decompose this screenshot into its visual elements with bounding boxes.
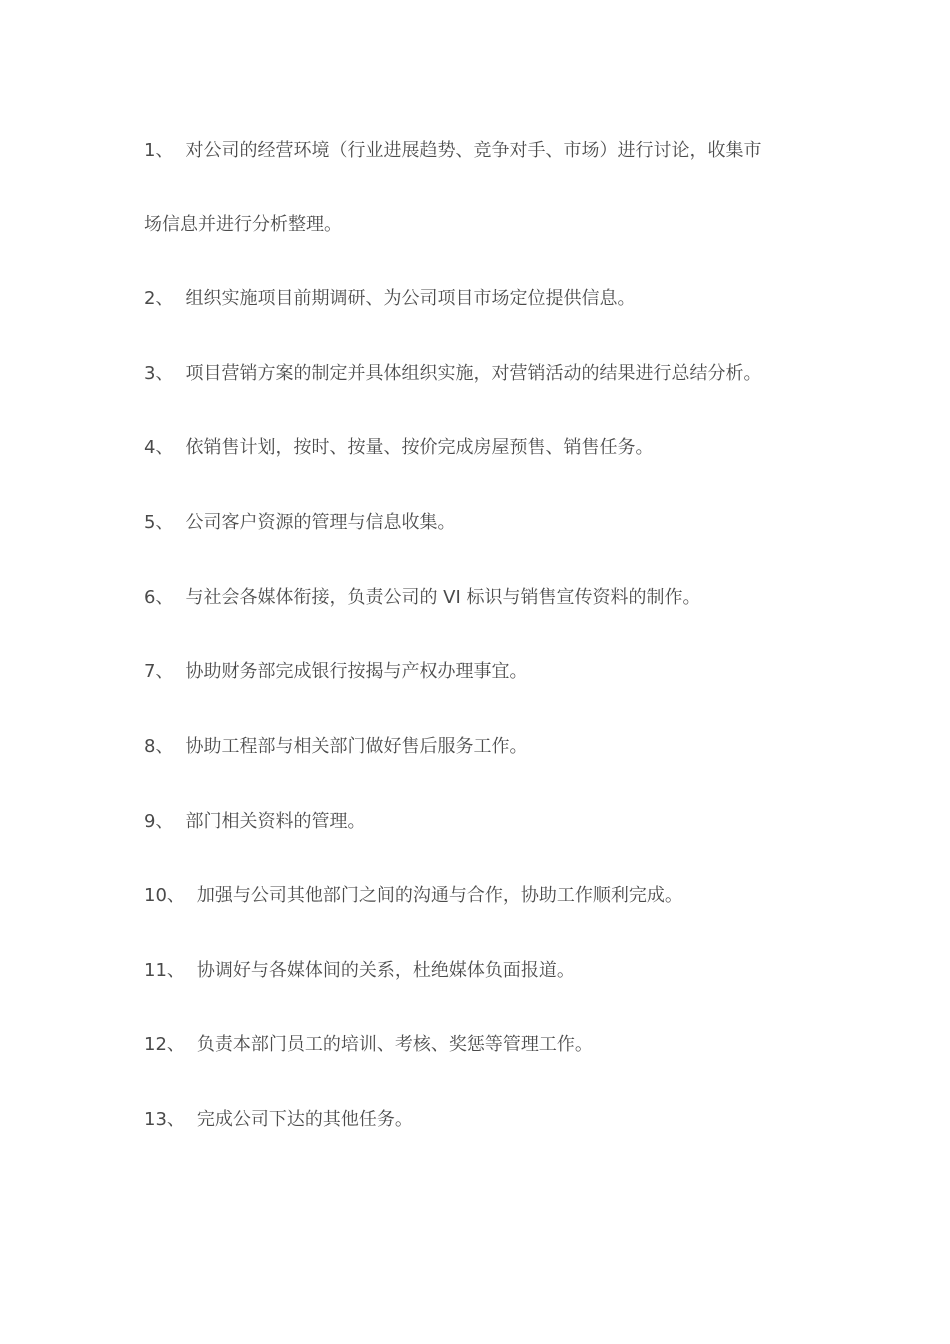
- list-item-1: [144, 139, 761, 163]
- list-item-3: [144, 362, 761, 386]
- item-separator: 、: [155, 587, 174, 608]
- list-item-9: [144, 810, 365, 834]
- item-separator: 、: [155, 661, 174, 682]
- list-item-8: [144, 735, 527, 759]
- item-separator: 、: [155, 437, 174, 458]
- item-text: 完成公司下达的其他任务。: [196, 1109, 413, 1130]
- item-text: 组织实施项目前期调研、为公司项目市场定位提供信息。: [185, 288, 636, 309]
- item-number: 6: [144, 587, 156, 608]
- list-item-12: [144, 1033, 593, 1057]
- item-separator: 、: [155, 736, 174, 757]
- item-separator: 、: [166, 1034, 185, 1055]
- item-text: 公司客户资源的管理与信息收集。: [185, 512, 456, 533]
- list-item-10: [144, 884, 683, 908]
- item-number: 3: [144, 363, 156, 384]
- item-text: 与社会各媒体衔接，负责公司的 VI 标识与销售宣传资料的制作。: [185, 587, 701, 608]
- item-text: 加强与公司其他部门之间的沟通与合作，协助工作顺利完成。: [196, 885, 683, 906]
- list-item-11: [144, 959, 575, 983]
- item-number: 13: [144, 1109, 167, 1130]
- item-number: 2: [144, 288, 156, 309]
- item-separator: 、: [155, 811, 174, 832]
- item-number: 8: [144, 736, 156, 757]
- list-item-7: [144, 660, 527, 684]
- item-text: 项目营销方案的制定并具体组织实施，对营销活动的结果进行总结分析。: [185, 363, 762, 384]
- item-number: 4: [144, 437, 156, 458]
- item-number: 7: [144, 661, 156, 682]
- list-item-5: [144, 511, 455, 535]
- item-text: 协调好与各媒体间的关系，杜绝媒体负面报道。: [196, 960, 575, 981]
- item-number: 12: [144, 1034, 167, 1055]
- item-text: 部门相关资料的管理。: [185, 811, 366, 832]
- item-separator: 、: [166, 885, 185, 906]
- list-item-6: [144, 586, 701, 610]
- item-number: 1: [144, 140, 156, 161]
- item-number: 9: [144, 811, 156, 832]
- item-separator: 、: [155, 288, 174, 309]
- list-item-1-continuation: 场信息并进行分析整理。: [144, 214, 342, 235]
- item-text: 负责本部门员工的培训、考核、奖惩等管理工作。: [196, 1034, 593, 1055]
- item-separator: 、: [166, 960, 185, 981]
- item-text: 协助财务部完成银行按揭与产权办理事宜。: [185, 661, 528, 682]
- list-item-4: [144, 436, 653, 460]
- item-separator: 、: [155, 363, 174, 384]
- item-number: 10: [144, 885, 167, 906]
- item-text: 协助工程部与相关部门做好售后服务工作。: [185, 736, 528, 757]
- list-item-13: [144, 1108, 413, 1132]
- item-number: 11: [144, 960, 167, 981]
- item-text: 依销售计划，按时、按量、按价完成房屋预售、销售任务。: [185, 437, 654, 458]
- item-separator: 、: [155, 140, 174, 161]
- item-separator: 、: [166, 1109, 185, 1130]
- list-item-2: [144, 287, 635, 311]
- item-text: 对公司的经营环境（行业进展趋势、竞争对手、市场）进行讨论，收集市: [185, 140, 762, 161]
- item-separator: 、: [155, 512, 174, 533]
- item-number: 5: [144, 512, 156, 533]
